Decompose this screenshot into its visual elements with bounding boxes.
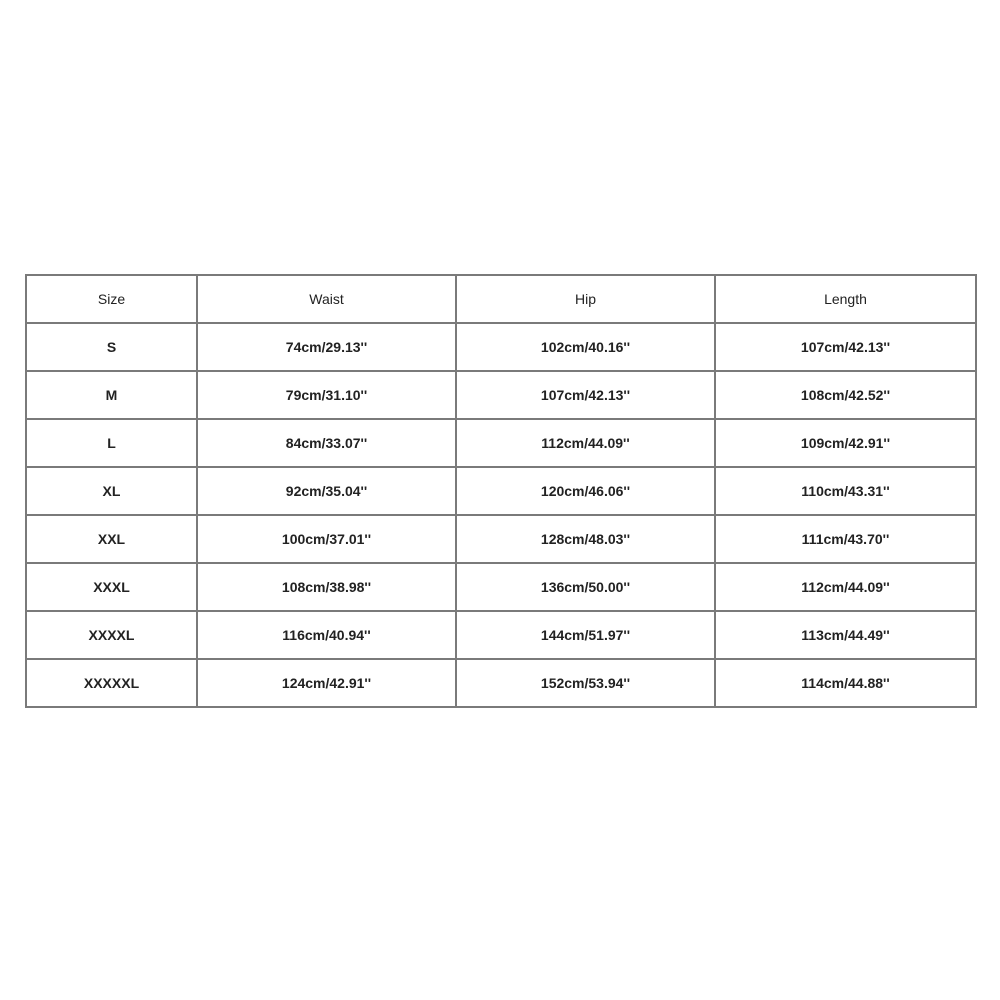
cell-size: XXXXXL	[26, 659, 197, 707]
cell-waist: 84cm/33.07''	[197, 419, 456, 467]
table-row	[26, 371, 976, 419]
cell-size: XXXL	[26, 563, 197, 611]
table-row	[26, 611, 976, 659]
cell-length: 110cm/43.31''	[715, 467, 976, 515]
table-row	[26, 467, 976, 515]
cell-size: XXXXL	[26, 611, 197, 659]
cell-size: XXL	[26, 515, 197, 563]
cell-waist: 79cm/31.10''	[197, 371, 456, 419]
table-header-row	[26, 275, 976, 323]
size-chart-table	[25, 274, 977, 708]
header-waist: Waist	[197, 275, 456, 323]
cell-waist: 108cm/38.98''	[197, 563, 456, 611]
cell-length: 109cm/42.91''	[715, 419, 976, 467]
table-row	[26, 419, 976, 467]
cell-hip: 152cm/53.94''	[456, 659, 715, 707]
table-row	[26, 563, 976, 611]
cell-length: 108cm/42.52''	[715, 371, 976, 419]
cell-length: 113cm/44.49''	[715, 611, 976, 659]
header-size: Size	[26, 275, 197, 323]
cell-size: L	[26, 419, 197, 467]
cell-size: XL	[26, 467, 197, 515]
cell-length: 107cm/42.13''	[715, 323, 976, 371]
cell-waist: 74cm/29.13''	[197, 323, 456, 371]
cell-hip: 102cm/40.16''	[456, 323, 715, 371]
cell-length: 114cm/44.88''	[715, 659, 976, 707]
cell-waist: 100cm/37.01''	[197, 515, 456, 563]
table-row	[26, 515, 976, 563]
cell-hip: 107cm/42.13''	[456, 371, 715, 419]
cell-waist: 116cm/40.94''	[197, 611, 456, 659]
cell-length: 112cm/44.09''	[715, 563, 976, 611]
header-length: Length	[715, 275, 976, 323]
cell-size: M	[26, 371, 197, 419]
cell-hip: 128cm/48.03''	[456, 515, 715, 563]
cell-hip: 136cm/50.00''	[456, 563, 715, 611]
header-hip: Hip	[456, 275, 715, 323]
table-row	[26, 323, 976, 371]
cell-waist: 92cm/35.04''	[197, 467, 456, 515]
cell-hip: 112cm/44.09''	[456, 419, 715, 467]
cell-hip: 144cm/51.97''	[456, 611, 715, 659]
cell-size: S	[26, 323, 197, 371]
cell-waist: 124cm/42.91''	[197, 659, 456, 707]
table-row	[26, 659, 976, 707]
cell-length: 111cm/43.70''	[715, 515, 976, 563]
cell-hip: 120cm/46.06''	[456, 467, 715, 515]
